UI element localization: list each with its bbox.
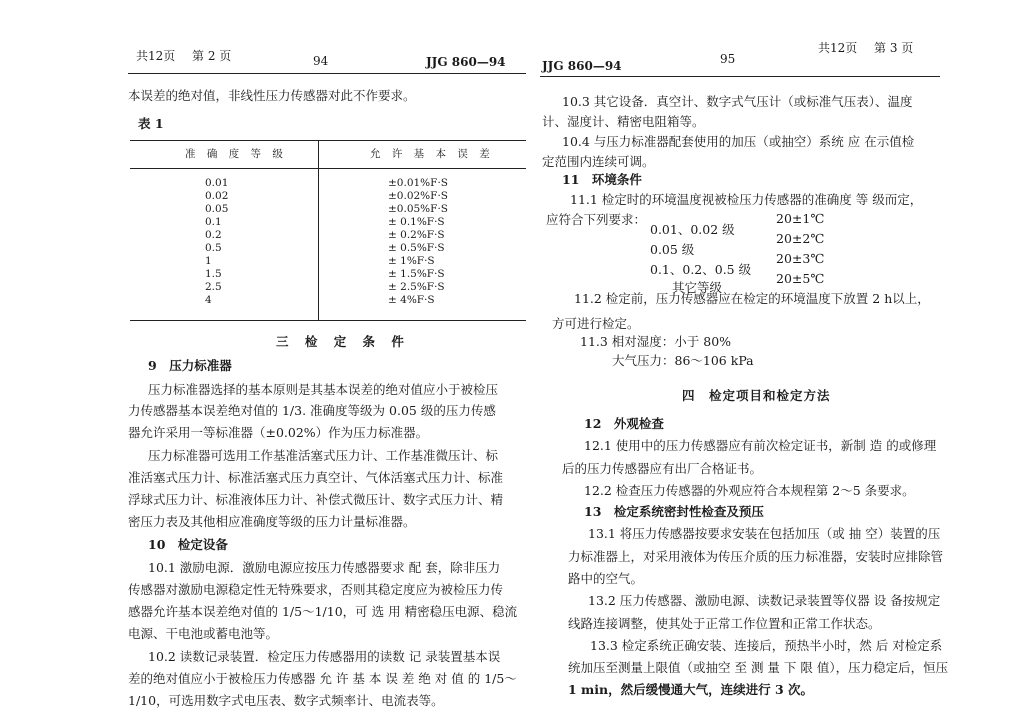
- paragraph-line: 方可进行检定。: [552, 316, 640, 331]
- table-caption: 表 1: [138, 116, 164, 131]
- table-header-error: 允 许 基 本 误 差: [370, 148, 494, 160]
- page-number-label: 第 3 页: [874, 41, 914, 55]
- env-grade: 其它等级: [672, 280, 723, 295]
- paragraph-line: 11.1 检定时的环境温度视被检压力传感器的准确度 等 级而定，: [570, 192, 923, 207]
- standard-code: JJG 860—94: [426, 55, 506, 69]
- table-cell-grade: 0.02: [205, 190, 229, 202]
- table-cell-grade: 0.05: [205, 203, 229, 215]
- paragraph-line: 13.1 将压力传感器按要求安装在包括加压（或 抽 空）装置的压: [588, 526, 941, 541]
- paragraph-line: 13.3 检定系统正确安装、连接后，预热半小时，然 后 对检定系: [590, 638, 943, 653]
- section-title: 四 检定项目和检定方法: [682, 388, 831, 403]
- table-cell-grade: 4: [205, 294, 212, 306]
- table-header-grade: 准 确 度 等 级: [185, 148, 287, 160]
- header-rule: [128, 73, 526, 74]
- table-cell-error: ± 0.5%F·S: [388, 242, 445, 254]
- paragraph-line: 12.2 检查压力传感器的外观应符合本规程第 2～5 条要求。: [584, 483, 915, 498]
- paragraph-line: 力标准器上，对采用液体为传压介质的压力标准器，安装时应排除管: [568, 549, 944, 564]
- page-total: 共12页: [818, 41, 858, 55]
- intro-line: 本误差的绝对值，非线性压力传感器对此不作要求。: [128, 88, 416, 103]
- standard-code: JJG 860—94: [542, 59, 622, 73]
- paragraph-line: 11.2 检定前，压力传感器应在检定的环境温度下放置 2 h以上，: [574, 291, 930, 306]
- heading-9: 9 压力标准器: [148, 358, 232, 373]
- table-cell-grade: 0.1: [205, 216, 222, 228]
- paragraph-line: 线路连接调整，使其处于正常工作位置和正常工作状态。: [568, 616, 881, 631]
- heading-13: 13 检定系统密封性检查及预压: [584, 504, 764, 519]
- table-cell-error: ± 0.1%F·S: [388, 216, 445, 228]
- table-bottom-rule: [130, 320, 526, 321]
- paragraph-line: 密压力表及其他相应准确度等级的压力计量标准器。: [128, 514, 416, 529]
- env-grade: 0.01、0.02 级: [650, 222, 735, 237]
- env-grade: 0.05 级: [650, 242, 695, 257]
- paragraph-line: 统加压至测量上限值（或抽空 至 测 量 下 限 值），压力稳定后，恒压: [568, 660, 949, 675]
- table-cell-grade: 0.01: [205, 177, 229, 189]
- paragraph-line: 10.4 与压力标准器配套使用的加压（或抽空）系统 应 在示值检: [562, 134, 915, 149]
- table-cell-grade: 1.5: [205, 268, 222, 280]
- paragraph-line: 准活塞式压力计、标准活塞式压力真空计、气体活塞式压力计、标准: [128, 470, 504, 485]
- env-temp: 20±3℃: [776, 251, 825, 266]
- table-cell-error: ±0.01%F·S: [388, 177, 448, 189]
- paragraph-line: 10.1 激励电源．激励电源应按压力传感器要求 配 套，除非压力: [148, 560, 501, 575]
- table-cell-grade: 0.2: [205, 229, 222, 241]
- table-cell-error: ±0.05%F·S: [388, 203, 448, 215]
- header-rule: [540, 76, 940, 77]
- table-cell-error: ±0.02%F·S: [388, 190, 448, 202]
- paragraph-line: 10.3 其它设备．真空计、数字式气压计（或标准气压表）、温度: [562, 94, 913, 109]
- paragraph-line: 差的绝对值应小于被检压力传感器 允 许 基 本 误 差 绝 对 值 的 1/5～: [128, 671, 517, 686]
- paragraph-line: 10.2 读数记录装置．检定压力传感器用的读数 记 录装置基本误: [148, 649, 501, 664]
- paragraph-line: 浮球式压力计、标准液体压力计、补偿式微压计、数字式压力计、精: [128, 492, 504, 507]
- table-cell-error: ± 1.5%F·S: [388, 268, 445, 280]
- paragraph-line: 定范围内连续可调。: [542, 154, 655, 169]
- paragraph-line: 感器允许基本误差绝对值的 1/5～1/10，可 选 用 精密稳压电源、稳流: [128, 604, 518, 619]
- heading-10: 10 检定设备: [148, 537, 228, 552]
- table-cell-error: ± 1%F·S: [388, 255, 435, 267]
- env-temp: 20±2℃: [776, 231, 825, 246]
- table-cell-error: ± 0.2%F·S: [388, 229, 445, 241]
- table-top-rule: [130, 140, 526, 141]
- paragraph-line: 应符合下列要求：: [546, 212, 647, 227]
- paragraph-line: 1/10，可选用数字式电压表、数字式频率计、电流表等。: [128, 693, 444, 708]
- table-cell-grade: 0.5: [205, 242, 222, 254]
- section-title: 三 检 定 条 件: [276, 334, 410, 349]
- paragraph-line: 传感器对激励电源稳定性无特殊要求，否则其稳定度应为被检压力传: [128, 582, 504, 597]
- paragraph-line: 后的压力传感器应有出厂合格证书。: [562, 461, 763, 476]
- env-temp: 20±5℃: [776, 271, 825, 286]
- left-page: [108, 0, 518, 724]
- paragraph-line: 12.1 使用中的压力传感器应有前次检定证书，新制 造 的或修理: [584, 438, 937, 453]
- paragraph-line: 压力标准器可选用工作基准活塞式压力计、工作基准微压计、标: [148, 448, 499, 463]
- paragraph-line: 压力标准器选择的基本原则是其基本误差的绝对值应小于被检压: [148, 382, 499, 397]
- heading-11: 11 环境条件: [562, 172, 642, 187]
- accuracy-table: [130, 140, 526, 322]
- printed-page-number: 94: [313, 54, 329, 68]
- paragraph-line: 大气压力：86～106 kPa: [612, 353, 754, 368]
- printed-page-number: 95: [720, 52, 736, 66]
- paragraph-line: 力传感器基本误差绝对值的 1/3. 准确度等级为 0.05 级的压力传感: [128, 403, 496, 418]
- heading-12: 12 外观检查: [584, 416, 664, 431]
- table-header-rule: [130, 168, 526, 169]
- table-cell-grade: 2.5: [205, 281, 222, 293]
- table-column-divider: [318, 140, 319, 320]
- paragraph-line: 计、湿度计、精密电阻箱等。: [542, 114, 705, 129]
- paragraph-line: 1 min，然后缓慢通大气，连续进行 3 次。: [568, 682, 814, 697]
- right-page: [540, 0, 960, 724]
- paragraph-line: 13.2 压力传感器、激励电源、读数记录装置等仪器 设 备按规定: [588, 593, 941, 608]
- paragraph-line: 器允许采用一等标准器（±0.02%）作为压力标准器。: [128, 425, 429, 440]
- paragraph-line: 电源、干电池或蓄电池等。: [128, 626, 279, 641]
- table-cell-grade: 1: [205, 255, 212, 267]
- env-temp: 20±1℃: [776, 211, 825, 226]
- table-cell-error: ± 4%F·S: [388, 294, 435, 306]
- env-grade: 0.1、0.2、0.5 级: [650, 262, 752, 277]
- page-total: 共12页: [136, 49, 176, 63]
- table-cell-error: ± 2.5%F·S: [388, 281, 445, 293]
- paragraph-line: 11.3 相对湿度：小于 80%: [580, 334, 732, 349]
- paragraph-line: 路中的空气。: [568, 571, 644, 586]
- page-number-label: 第 2 页: [192, 49, 232, 63]
